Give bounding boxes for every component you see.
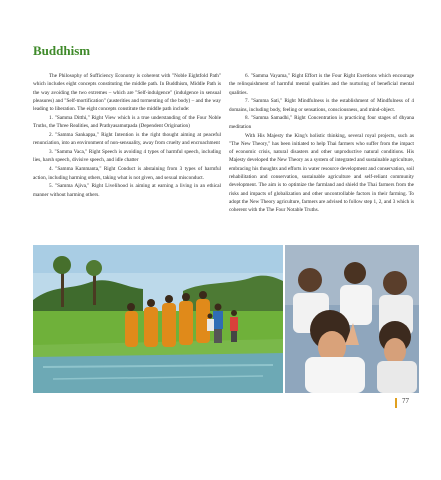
intro-paragraph: The Philosophy of Sufficiency Economy is coherent with "Noble Eightfold Path" which includes eight concepts constituting the middle path. In Buddhism, Middle Path is the way avoiding the two extremes – which are "Self-indulgence" (indulgence in sensual pleasures) and "Self-mortification" (austerities and tormenting of the body) – and the way leading to liberation. The eight concepts constitute the middle path include: <box>33 73 221 113</box>
right-intention-paragraph: 2. "Samma Sankappa," Right Intention is the right thought aiming at peaceful renunciation, into an environment of non-sensuality, away from cruelty and encroachment <box>33 132 221 147</box>
children-praying-illustration <box>285 245 419 393</box>
right-view-paragraph: 1. "Samma Ditthi," Right View which is a true understanding of the Four Noble Truths, the Three Realities, and Prathyasamutpada (Dependent Origination) <box>33 114 221 130</box>
right-conduct-paragraph: 4. "Samma Kammanta," Right Conduct is abstaining from 3 types of harmful action, including harming others, taking what is not given, and sexual misconduct. <box>33 166 221 181</box>
photo-strip <box>33 245 419 393</box>
right-effort-paragraph: 6. "Samma Vayama," Right Effort is the Four Right Exertions which encourage the relinquishment of harmful mental qualities and the nurturing of beneficial mental qualities. <box>229 73 414 96</box>
right-speech-paragraph: 3. "Samma Vaca," Right Speech is avoiding 4 types of harmful speech, including lies, harsh speech, divisive speech, and idle chatter <box>33 149 221 164</box>
page-number: 77 <box>402 397 409 405</box>
right-mindfulness-paragraph: 7. "Samma Sati," Right Mindfulness is the establishment of Mindfulness of 4 domains, including body, feeling or sensations, consciousness, and mind-object. <box>229 98 414 113</box>
left-text-column <box>33 72 221 199</box>
new-theory-paragraph: With His Majesty the King's holistic thinking, several royal projects, such as "The New Theory," has been initiated to help Thai farmers who suffer from the impact of economic crisis, natural disasters and other unproductive natural conditions. His Majesty developed the New Theory as a system of integrated and sustainable agriculture, embracing his thoughts and efforts in water resource development and conservation, soil rehabilitation and conservation, sustainable agriculture and self-reliant community development. The aim is to optimize the farmland and shield the Thai farmers from the risks and impacts of globalization and other uncontrollable factors in their farming. To adopt the New Theory agriculture, farmers are advised to follow step 1, 2, and 3 which is coherent with the The Four Notable Truths. <box>229 132 415 214</box>
right-livelihood-paragraph: 5. "Samma Ajiva," Right Livelihood is aiming at earning a living in an ethical manner without harming others. <box>33 183 221 198</box>
section-title: Buddhism <box>33 43 91 58</box>
children-praying-photo <box>285 245 419 393</box>
right-concentration-paragraph: 8. "Samma Samadhi," Right Concentration is practicing four stages of dhyana meditation <box>229 115 414 130</box>
monks-walking-photo <box>33 245 283 393</box>
page-number-marker <box>395 398 397 408</box>
right-text-column <box>229 72 414 215</box>
monks-walking-illustration <box>33 245 283 393</box>
